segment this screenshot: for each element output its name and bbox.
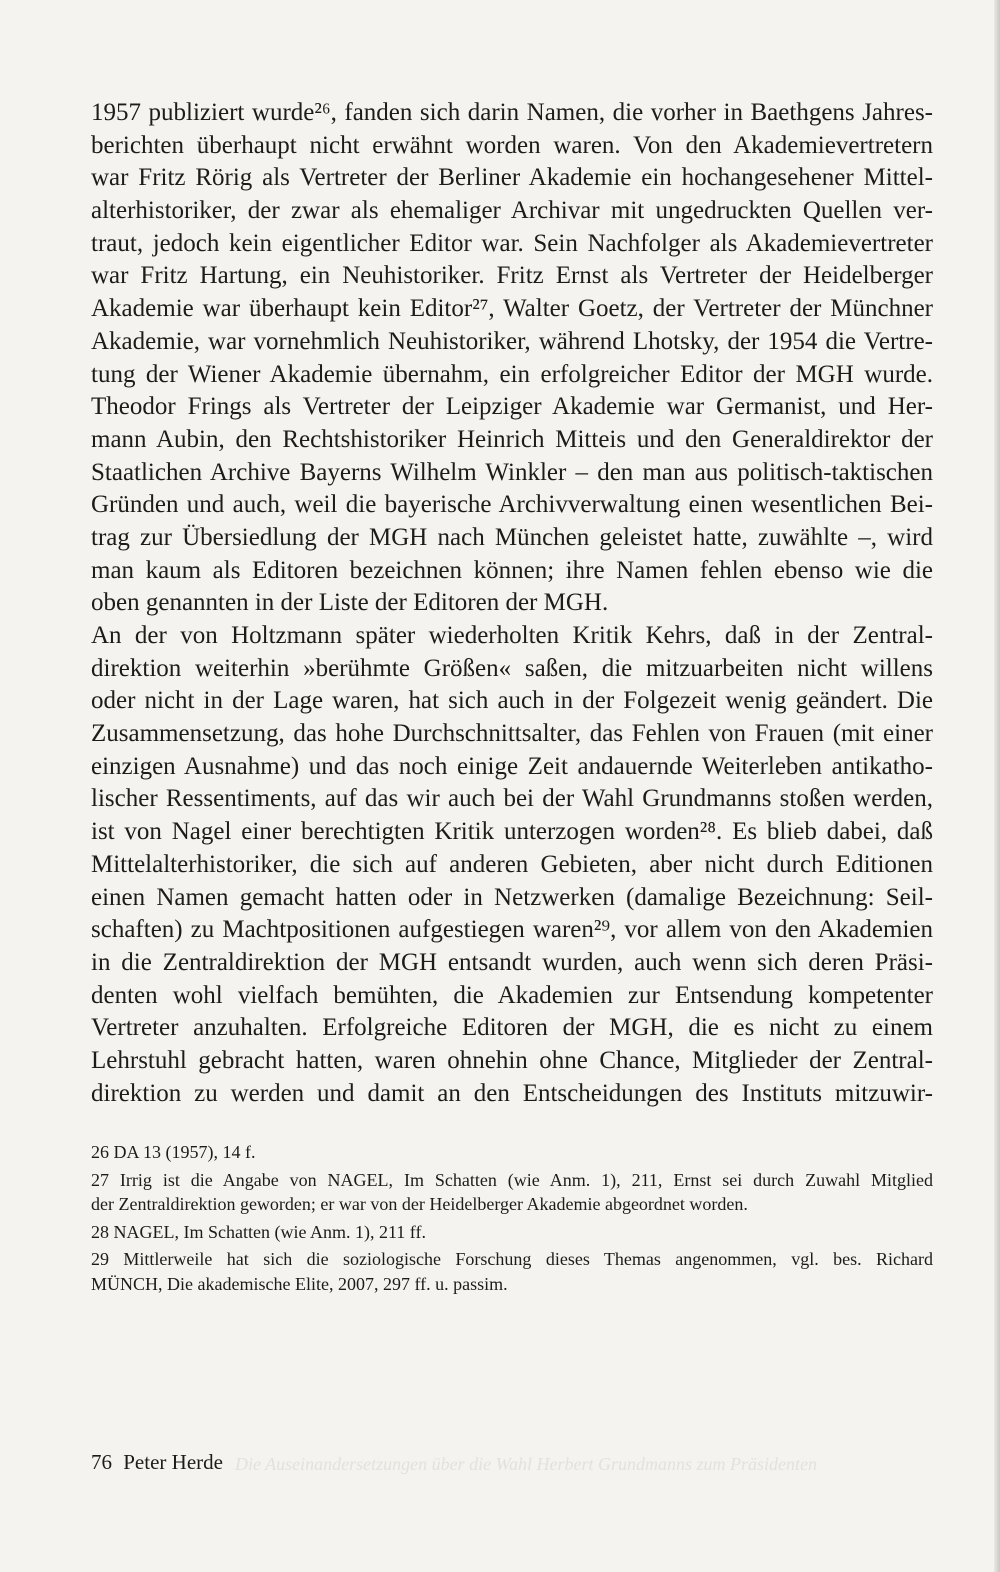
body-line: oben genannten in der Liste der Editoren der MGH.	[91, 589, 609, 617]
footnote-29-cont: MÜNCH, Die akademische Elite, 2007, 297 ff. u. passim.	[91, 1273, 508, 1294]
body-line: Lehrstuhl gebracht hatten, waren ohnehin ohne Chance, Mitglieder der Zentral-	[91, 1046, 933, 1074]
running-author: Peter Herde	[123, 1450, 223, 1474]
body-line: Theodor Frings als Vertreter der Leipziger Akademie war Germanist, und Her-	[91, 393, 933, 421]
body-line: war Fritz Hartung, ein Neuhistoriker. Fritz Ernst als Vertreter der Heidelberger	[91, 262, 933, 290]
body-line: oder nicht in der Lage waren, hat sich auch in der Folgezeit wenig geändert. Die	[91, 687, 933, 715]
body-line: man kaum als Editoren bezeichnen können; ihre Namen fehlen ebenso wie die	[91, 556, 933, 584]
body-line: An der von Holtzmann später wiederholten Kritik Kehrs, daß in der Zentral-	[91, 622, 933, 649]
body-line: tung der Wiener Akademie übernahm, ein erfolgreicher Editor der MGH wurde.	[91, 360, 933, 388]
folio	[91, 1450, 223, 1475]
body-line: Vertreter anzuhalten. Erfolgreiche Editoren der MGH, die es nicht zu einem	[91, 1014, 933, 1042]
body-line: denten wohl vielfach bemühten, die Akademien zur Entsendung kompetenter	[91, 981, 933, 1009]
footnote-26: 26 DA 13 (1957), 14 f.	[91, 1142, 256, 1162]
body-line: lischer Ressentiments, auf das wir auch bei der Wahl Grundmanns stoßen werden,	[91, 785, 933, 813]
body-line: mann Aubin, den Rechtshistoriker Heinrich Mitteis und den Generaldirektor der	[91, 425, 933, 453]
body-line: einen Namen gemacht hatten oder in Netzwerken (damalige Bezeichnung: Seil-	[91, 883, 933, 911]
footnote-27-cont: der Zentraldirektion geworden; er war von der Heidelberger Akademie abgeordnet worden.	[91, 1194, 748, 1214]
body-line: Akademie, war vornehmlich Neuhistoriker, während Lhotsky, der 1954 die Vertre-	[91, 327, 933, 355]
body-line: Mittelalterhistoriker, die sich auf anderen Gebieten, aber nicht durch Editionen	[91, 850, 933, 878]
page-edge	[994, 0, 1000, 1572]
body-line: traut, jedoch kein eigentlicher Editor war. Sein Nachfolger als Akademievertreter	[91, 229, 933, 257]
footnote-28: 28 NAGEL, Im Schatten (wie Anm. 1), 211 ff.	[91, 1221, 426, 1242]
body-line: alterhistoriker, der zwar als ehemaliger Archivar mit ungedruckten Quellen ver-	[91, 197, 933, 225]
body-line: einzigen Ausnahme) und das noch einige Zeit andauernde Weiterleben antikatho-	[91, 752, 933, 780]
body-line: 1957 publiziert wurde²⁶, fanden sich darin Namen, die vorher in Baethgens Jahres-	[91, 99, 933, 126]
body-line: Staatlichen Archive Bayerns Wilhelm Winkler – den man aus politisch-taktischen	[91, 458, 933, 486]
body-line: ist von Nagel einer berechtigten Kritik unterzogen worden²⁸. Es blieb dabei, daß	[91, 818, 933, 846]
footnotes	[91, 1140, 933, 1296]
body-line: Akademie war überhaupt kein Editor²⁷, Walter Goetz, der Vertreter der Münchner	[91, 295, 933, 323]
body-line: trag zur Übersiedlung der MGH nach München geleistet hatte, zuwählte –, wird	[91, 523, 933, 551]
body-line: direktion zu werden und damit an den Entscheidungen des Instituts mitzuwir-	[91, 1079, 933, 1107]
footnote-27: 27 Irrig ist die Angabe von NAGEL, Im Schatten (wie Anm. 1), 211, Ernst sei durch Zuwahl Mitglied	[91, 1169, 933, 1190]
footnote-29: 29 Mittlerweile hat sich die soziologische Forschung dieses Themas angenommen, vgl. bes. Richard	[91, 1249, 933, 1269]
body-line: in die Zentraldirektion der MGH entsandt wurden, auch wenn sich deren Präsi-	[91, 948, 933, 976]
body-text	[91, 97, 933, 1110]
body-line: Gründen und auch, weil die bayerische Archivverwaltung einen wesentlichen Bei-	[91, 491, 933, 519]
body-line: schaften) zu Machtpositionen aufgestiegen waren²⁹, vor allem von den Akademien	[91, 916, 933, 944]
body-line: Zusammensetzung, das hohe Durchschnittsalter, das Fehlen von Frauen (mit einer	[91, 720, 933, 748]
page-number: 76	[91, 1450, 112, 1474]
body-line: war Fritz Rörig als Vertreter der Berliner Akademie ein hochangesehener Mittel-	[91, 164, 933, 192]
bleed-through-text: Die Auseinandersetzungen über die Wahl Herbert Grundmanns zum Präsidenten	[235, 1454, 817, 1474]
body-line: berichten überhaupt nicht erwähnt worden waren. Von den Akademievertretern	[91, 131, 933, 159]
body-line: direktion weiterhin »berühmte Größen« saßen, die mitzuarbeiten nicht willens	[91, 654, 933, 682]
